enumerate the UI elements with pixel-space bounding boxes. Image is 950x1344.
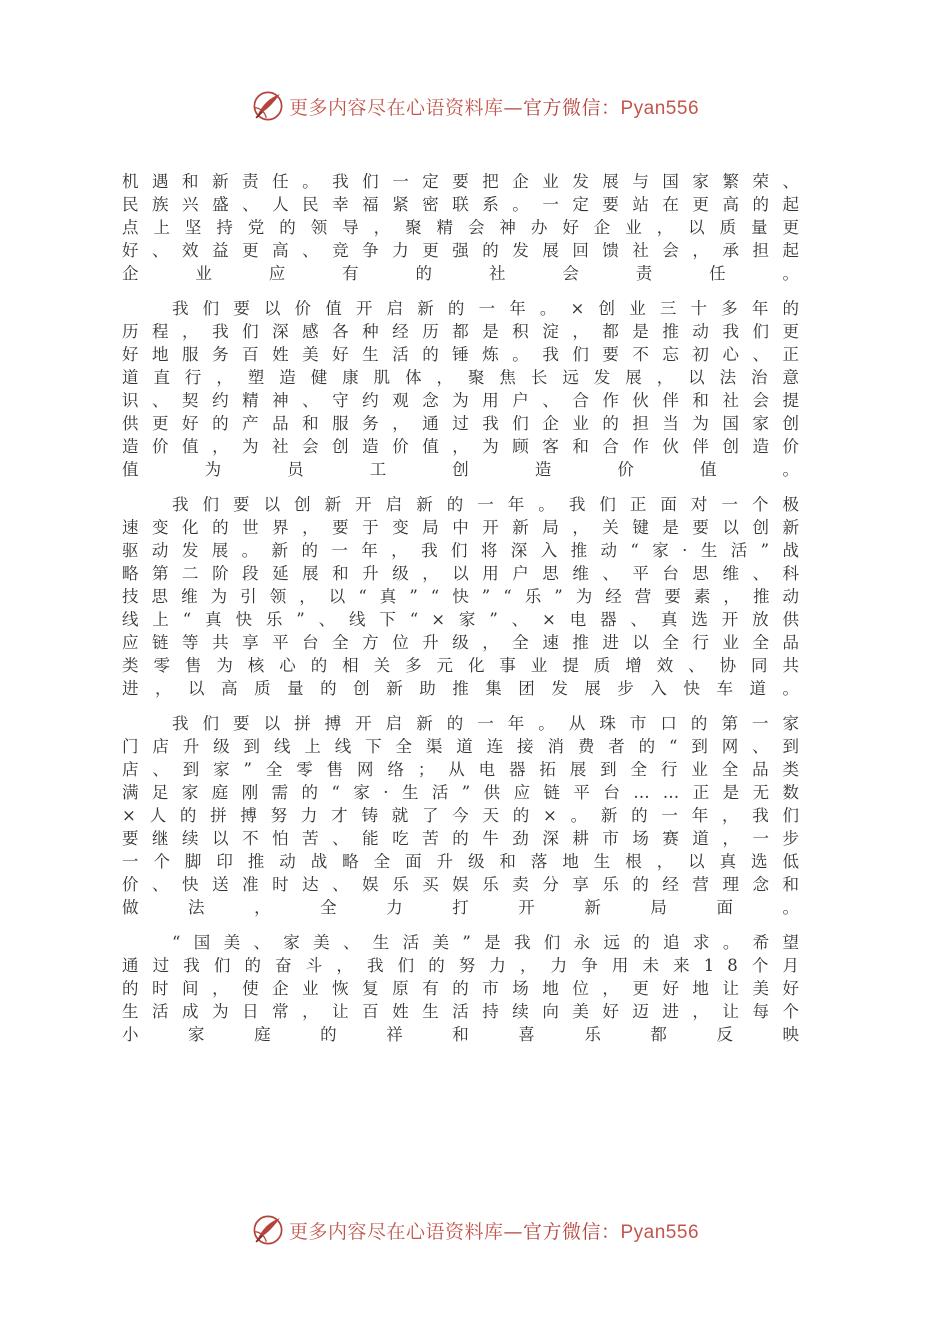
quill-logo-icon (251, 89, 285, 123)
paragraph-4: 我们要以拼搏开启新的一年。从珠市口的第一家门店升级到线上线下全渠道连接消费者的“到网、到店、到家”全零售网络；从电器拓展到全行业全品类满足家庭刚需的“家·生活”供应链平台……正是无数×人的拼搏努力才铸就了今天的×。新的一年，我们要继续以不怕苦、能吃苦的牛劲深耕市场赛道，一步一个脚印推动战略全面升级和落地生根，以真选低价、快送准时达、娱乐买娱乐卖分享乐的经营理念和做法，全力打开新局面。 (122, 714, 812, 917)
footer-banner-dash: — (503, 1220, 523, 1243)
header-wechat-id: Pyan556 (620, 97, 700, 119)
document-body (122, 170, 812, 1058)
paragraph-1: 机遇和新责任。我们一定要把企业发展与国家繁荣、民族兴盛、人民幸福紧密联系。一定要站在更高的起点上坚持党的领导，聚精会神办好企业，以质量更好、效益更高、竞争力更强的发展回馈社会，承担起企业应有的社会责任。 (122, 172, 812, 283)
header-banner-text (289, 93, 699, 120)
paragraph-5: “国美、家美、生活美”是我们永远的追求。希望通过我们的奋斗，我们的努力，力争用未来18个月的时间，使企业恢复原有的市场地位，更好地让美好生活成为日常，让百姓生活持续向美好迈进，让每个小家庭的祥和喜乐都反映 (122, 933, 812, 1044)
header-banner-title: 更多内容尽在心语资料库 (288, 96, 504, 119)
header-wechat-label: 官方微信： (522, 96, 621, 119)
footer-banner-title: 更多内容尽在心语资料库 (288, 1220, 504, 1243)
footer-wechat-label: 官方微信： (522, 1220, 621, 1243)
footer-wechat-id: Pyan556 (620, 1221, 700, 1243)
quill-logo-icon (251, 1213, 285, 1247)
paragraph-3: 我们要以创新开启新的一年。我们正面对一个极速变化的世界，要于变局中开新局，关键是要以创新驱动发展。新的一年，我们将深入推动“家·生活”战略第二阶段延展和升级，以用户思维、平台思维、科技思维为引领，以“真”“快”“乐”为经营要素，推动线上“真快乐”、线下“×家”、×电器、真选开放供应链等共享平台全方位升级，全速推进以全行业全品类零售为核心的相关多元化事业提质增效、协同共进，以高质量的创新助推集团发展步入快车道。 (122, 495, 812, 698)
footer-banner (0, 1210, 950, 1250)
header-banner-dash: — (503, 96, 523, 119)
header-banner (0, 86, 950, 126)
footer-banner-text (289, 1217, 699, 1244)
paragraph-2: 我们要以价值开启新的一年。×创业三十多年的历程，我们深感各种经历都是积淀，都是推动我们更好地服务百姓美好生活的锤炼。我们要不忘初心、正道直行，塑造健康肌体，聚焦长远发展，以法治意识、契约精神、守约观念为用户、合作伙伴和社会提供更好的产品和服务，通过我们企业的担当为国家创造价值，为社会创造价值，为顾客和合作伙伴创造价值为员工创造价值。 (122, 299, 812, 479)
